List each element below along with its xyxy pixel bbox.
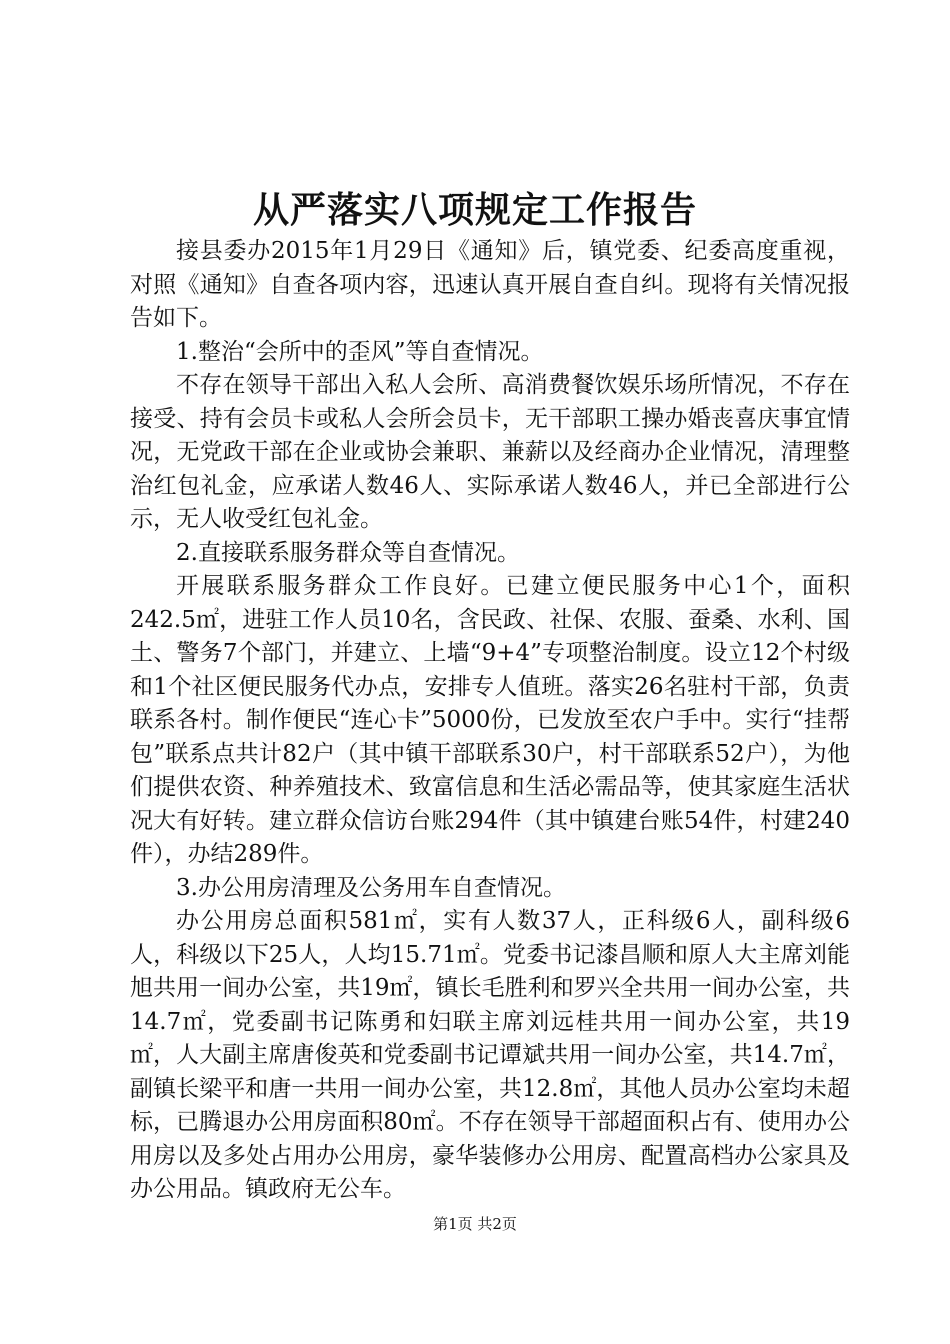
section-heading-1: 1.整治“会所中的歪风”等自查情况。 [176, 338, 544, 365]
document-body [130, 235, 850, 1207]
document-title: 从严落实八项规定工作报告 [252, 189, 697, 231]
section-heading-2: 2.直接联系服务群众等自查情况。 [176, 539, 520, 566]
section-paragraph-2: 开展联系服务群众工作良好。已建立便民服务中心1个，面积242.5㎡，进驻工作人员10名，含民政、社保、农服、蚕桑、水利、国土、警务7个部门，并建立、上墙“9+4”专项整治制度。设立12个村级和1个社区便民服务代办点，安排专人值班。落实26名驻村干部，负责联系各村。制作便民“连心卡”5000份，已发放至农户手中。实行“挂帮包”联系点共计82户（其中镇干部联系30户，村干部联系52户），为他们提供农资、种养殖技术、致富信息和生活必需品等，使其家庭生活状况大有好转。建立群众信访台账294件（其中镇建台账54件，村建240件），办结289件。 [130, 573, 850, 867]
section-paragraph-3: 办公用房总面积581㎡，实有人数37人，正科级6人，副科级6人，科级以下25人，人均15.71㎡。党委书记漆昌顺和原人大主席刘能旭共用一间办公室，共19㎡，镇长毛胜利和罗兴全共用一间办公室，共14.7㎡，党委副书记陈勇和妇联主席刘远桂共用一间办公室，共19㎡，人大副主席唐俊英和党委副书记谭斌共用一间办公室，共14.7㎡，副镇长梁平和唐一共用一间办公室，共12.8㎡，其他人员办公室均未超标，已腾退办公用房面积80㎡。不存在领导干部超面积占有、使用办公用房以及多处占用办公用房，豪华装修办公用房、配置高档办公家具及办公用品。镇政府无公车。 [130, 908, 850, 1202]
section-paragraph-1: 不存在领导干部出入私人会所、高消费餐饮娱乐场所情况，不存在接受、持有会员卡或私人会所会员卡，无干部职工操办婚丧喜庆事宜情况，无党政干部在企业或协会兼职、兼薪以及经商办企业情况，清理整治红包礼金，应承诺人数46人、实际承诺人数46人，并已全部进行公示，无人收受红包礼金。 [130, 372, 850, 532]
intro-paragraph: 接县委办2015年1月29日《通知》后，镇党委、纪委高度重视，对照《通知》自查各项内容，迅速认真开展自查自纠。现将有关情况报告如下。 [130, 238, 850, 331]
section-heading-3: 3.办公用房清理及公务用车自查情况。 [176, 874, 566, 901]
page-footer: 第1页 共2页 [433, 1215, 517, 1233]
